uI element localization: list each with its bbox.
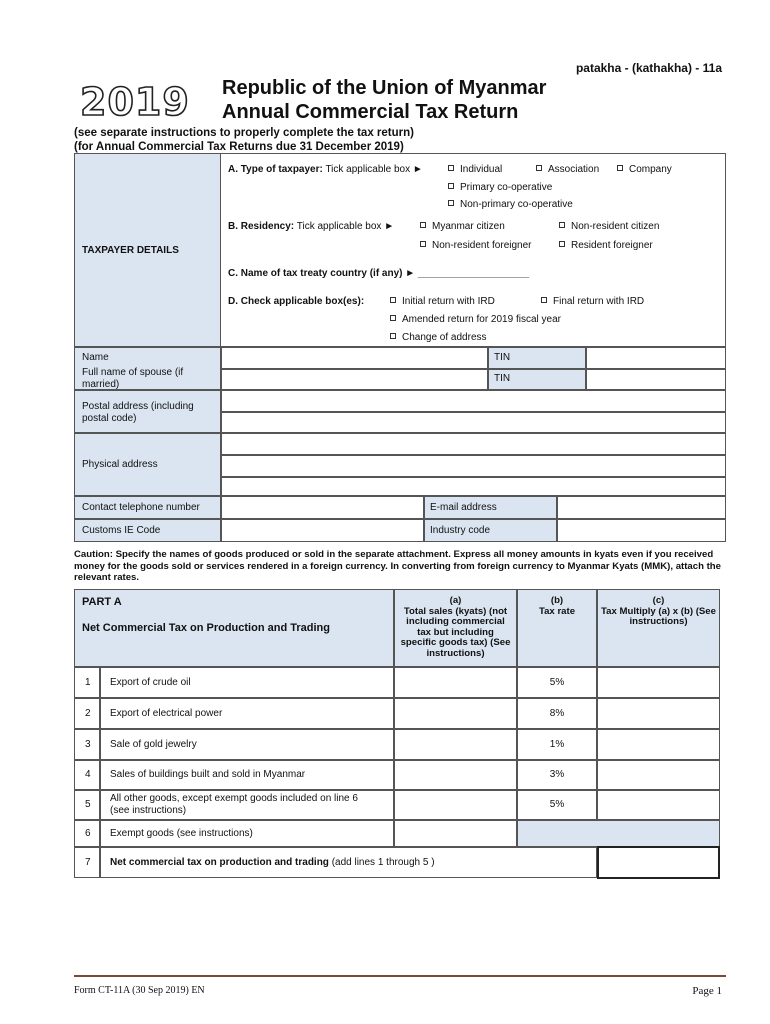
form-code: patakha - (kathakha) - 11a [575, 61, 722, 75]
form-id: Form CT-11A (30 Sep 2019) EN [74, 985, 205, 996]
postal-address-label: Postal address (including postal code) [82, 401, 194, 424]
industry-label: Industry code [430, 525, 491, 536]
checkbox-icon[interactable] [390, 333, 396, 339]
check-amended-return[interactable]: Amended return for 2019 fiscal year [390, 314, 561, 326]
row-tax-rate: 3% [549, 769, 565, 780]
type-individual-option[interactable]: Individual [448, 164, 502, 176]
postal-address-line-2[interactable] [221, 412, 726, 433]
row-tax-input[interactable] [597, 667, 720, 698]
part-a-label: PART A [82, 596, 122, 608]
row-sales-input[interactable] [394, 698, 517, 729]
name-input[interactable] [221, 347, 488, 369]
title-line-1: Republic of the Union of Myanmar [222, 77, 547, 99]
row-sales-input[interactable] [394, 760, 517, 790]
row-number: 4 [85, 769, 91, 780]
row-tax-rate: 5% [549, 676, 565, 688]
row-number: 2 [85, 707, 91, 719]
checkbox-icon[interactable] [448, 165, 454, 171]
physical-address-line-2[interactable] [221, 455, 726, 477]
intro-text [74, 126, 414, 154]
row-number: 1 [85, 676, 91, 688]
row-number: 5 [85, 799, 91, 810]
row-sales-input[interactable] [394, 790, 517, 820]
tin-label: TIN [494, 352, 511, 363]
check-boxes-label: D. Check applicable box(es): [228, 296, 365, 307]
row-tax-rate: 5% [549, 799, 565, 810]
taxpayer-details-label: TAXPAYER DETAILS [82, 245, 179, 256]
col-c-heading: (c) Tax Multiply (a) x (b) (See instructions) [601, 595, 716, 627]
residency-myanmar-citizen[interactable]: Myanmar citizen [420, 221, 505, 233]
row-tax-input[interactable] [597, 760, 720, 790]
check-initial-return[interactable]: Initial return with IRD [390, 296, 495, 308]
row-description: Sale of gold jewelry [110, 738, 197, 750]
customs-label: Customs IE Code [82, 525, 161, 536]
check-final-return[interactable]: Final return with IRD [541, 296, 644, 308]
treaty-country-field[interactable]: C. Name of tax treaty country (if any) ► ____________________ [228, 268, 530, 279]
part-a-title: Net Commercial Tax on Production and Trading [82, 622, 330, 634]
residency-label: B. Residency: Tick applicable box ► [228, 221, 395, 232]
intro-line-1: (see separate instructions to properly complete the tax return) [74, 127, 414, 139]
row-sales-input[interactable] [394, 729, 517, 760]
residency-nonresident-citizen[interactable]: Non-resident citizen [559, 221, 659, 233]
row-tax-input[interactable] [597, 729, 720, 760]
checkbox-icon[interactable] [390, 297, 396, 303]
col-b-heading: (b) Tax rate [538, 595, 576, 617]
col-a-heading: (a) Total sales (kyats) (not including commercial tax but including specific goods tax) (See instructions) [400, 595, 511, 659]
row-shaded-cell [517, 820, 720, 847]
footer-divider [74, 975, 726, 977]
checkbox-icon[interactable] [390, 315, 396, 321]
caution-text: Caution: Specify the names of goods produced or sold in the separate attachment. Express all money amounts in kyats even if you received money for the goods sold or services rendered in a foreign currency. In converting from foreign currency to Myanmar Kyats (MMK), attach the relevant rates. [74, 549, 722, 583]
form-title [222, 76, 546, 124]
row-description: Export of electrical power [110, 707, 223, 719]
row-sales-input[interactable] [394, 667, 517, 698]
spouse-tin-input[interactable] [586, 369, 726, 390]
row-tax-input[interactable] [597, 790, 720, 820]
check-change-address[interactable]: Change of address [390, 332, 487, 344]
checkbox-icon[interactable] [559, 241, 565, 247]
row-tax-rate: 1% [549, 738, 565, 750]
tax-year: 2019 [80, 80, 190, 124]
row-description: Export of crude oil [110, 676, 191, 688]
spouse-name-input[interactable] [221, 369, 488, 390]
type-nonprimary-coop-option[interactable]: Non-primary co-operative [448, 199, 573, 211]
type-of-taxpayer-label: A. Type of taxpayer: Tick applicable box ► [228, 164, 423, 175]
row-sales-input[interactable] [394, 820, 517, 847]
physical-address-line-1[interactable] [221, 433, 726, 455]
industry-input[interactable] [557, 519, 726, 542]
checkbox-icon[interactable] [420, 241, 426, 247]
checkbox-icon[interactable] [559, 222, 565, 228]
residency-resident-foreigner[interactable]: Resident foreigner [559, 240, 653, 252]
checkbox-icon[interactable] [448, 200, 454, 206]
page-number: Page 1 [692, 985, 722, 997]
row-tax-rate: 8% [549, 707, 565, 719]
row-tax-input[interactable] [597, 698, 720, 729]
row-description: Exempt goods (see instructions) [110, 827, 253, 839]
row-description: All other goods, except exempt goods included on line 6 (see instructions) [110, 793, 358, 816]
checkbox-icon[interactable] [448, 183, 454, 189]
intro-line-2: (for Annual Commercial Tax Returns due 31 December 2019) [74, 141, 404, 153]
customs-input[interactable] [221, 519, 424, 542]
checkbox-icon[interactable] [617, 165, 623, 171]
tin-input[interactable] [586, 347, 726, 369]
postal-address-line-1[interactable] [221, 390, 726, 412]
physical-address-label: Physical address [82, 459, 158, 470]
spouse-label: Full name of spouse (if married) [82, 367, 184, 390]
row-7-description: Net commercial tax on production and trading (add lines 1 through 5 ) [110, 857, 435, 868]
phone-label: Contact telephone number [82, 502, 200, 513]
type-company-option[interactable]: Company [617, 164, 672, 176]
checkbox-icon[interactable] [541, 297, 547, 303]
type-association-option[interactable]: Association [536, 164, 599, 176]
type-primary-coop-option[interactable]: Primary co-operative [448, 182, 552, 194]
physical-address-line-3[interactable] [221, 477, 726, 496]
title-line-2: Annual Commercial Tax Return [222, 101, 519, 123]
email-label: E-mail address [430, 502, 497, 513]
checkbox-icon[interactable] [536, 165, 542, 171]
name-label: Name [82, 352, 109, 363]
row-7-total-input[interactable] [597, 846, 720, 879]
row-number: 6 [85, 827, 91, 839]
row-7-number: 7 [85, 857, 91, 868]
residency-nonresident-foreigner[interactable]: Non-resident foreigner [420, 240, 532, 252]
spouse-tin-label: TIN [494, 373, 511, 384]
row-description: Sales of buildings built and sold in Myanmar [110, 769, 306, 780]
row-number: 3 [85, 738, 91, 750]
email-input[interactable] [557, 496, 726, 519]
checkbox-icon[interactable] [420, 222, 426, 228]
phone-input[interactable] [221, 496, 424, 519]
